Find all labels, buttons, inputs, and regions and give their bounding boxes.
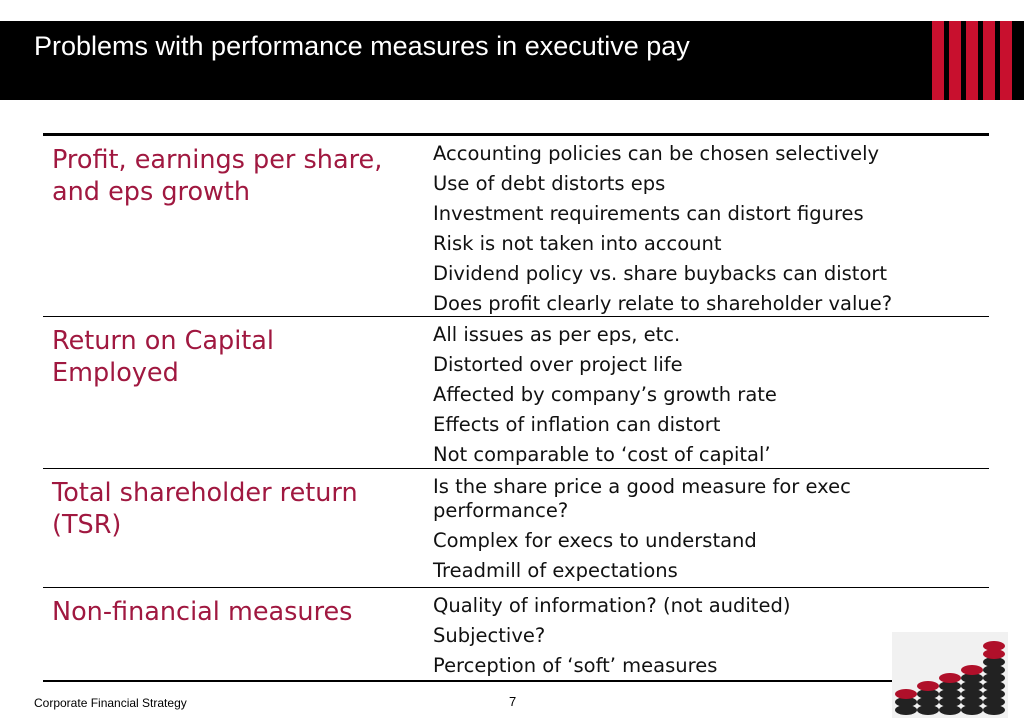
footer-course-title: Corporate Financial Strategy [34,696,187,710]
issue-item: Does profit clearly relate to shareholder value? [433,292,893,315]
issue-item: Quality of information? (not audited) [433,594,791,617]
issue-item: Treadmill of expectations [433,559,678,582]
issue-list [433,323,953,473]
issue-item: Dividend policy vs. share buybacks can distort [433,262,888,285]
stacked-counters-image [890,630,1010,720]
measure-label: Total shareholder return (TSR) [52,478,358,540]
issue-item: Affected by company’s growth rate [433,383,777,406]
measure-label: Profit, earnings per share, and eps growth [52,145,383,207]
slide-title: Problems with performance measures in executive pay [34,31,690,61]
issue-item: Effects of inflation can distort [433,413,721,436]
measure-label: Return on Capital Employed [52,326,275,388]
issue-item: Investment requirements can distort figures [433,202,864,225]
issue-list [433,475,953,589]
table-row [43,317,989,468]
issue-item: Distorted over project life [433,353,683,376]
issue-list [433,594,953,684]
issue-item: Is the share price a good measure for exec performance? [433,475,851,522]
issue-list [433,142,953,322]
issue-item: Not comparable to ‘cost of capital’ [433,443,771,466]
issue-item: Complex for execs to understand [433,529,757,552]
issue-item: Subjective? [433,624,546,647]
issue-item: All issues as per eps, etc. [433,323,681,346]
issue-item: Use of debt distorts eps [433,172,666,195]
header-bar [0,21,1024,100]
table-row [43,469,989,587]
page-number: 7 [509,694,517,709]
table-row [43,588,989,680]
brand-stripes-logo [930,21,1024,100]
table-row [43,136,989,317]
measure-label: Non-financial measures [52,597,353,627]
issue-item: Accounting policies can be chosen selectively [433,142,880,165]
issue-item: Risk is not taken into account [433,232,722,255]
table-bottom-rule [43,680,989,682]
issue-item: Perception of ‘soft’ measures [433,654,718,677]
